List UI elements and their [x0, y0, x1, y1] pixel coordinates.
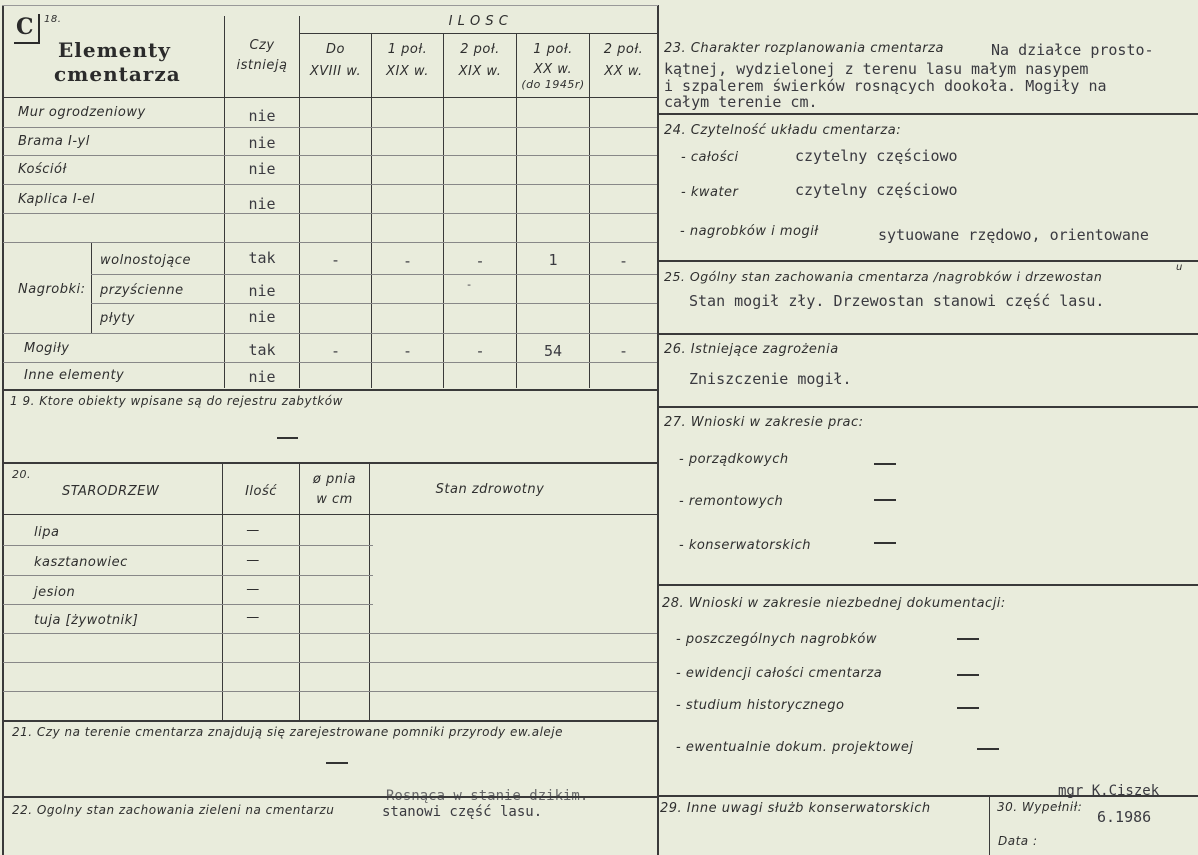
top-border	[2, 5, 658, 6]
period-1-a: Do	[326, 42, 345, 57]
nagrobki-count-przyscienne-3: -	[465, 278, 473, 291]
q26-answer: Zniszczenie mogił.	[689, 370, 852, 388]
tree-col-pnia-1: ø pnia	[312, 472, 357, 487]
tree-count-jesion: —	[246, 582, 260, 597]
q28-item-studium: - studium historycznego	[676, 698, 845, 713]
left-border	[2, 5, 4, 855]
q22-answer-2: stanowi część lasu.	[382, 804, 543, 820]
tree-name-kasztanowiec: kasztanowiec	[34, 555, 128, 570]
hline-r1	[3, 127, 657, 128]
center-divider	[657, 5, 659, 855]
q27-item-porzadkowych: - porządkowych	[679, 452, 789, 467]
vline-p2	[371, 34, 372, 388]
row-exists-kosciol: nie	[248, 160, 276, 178]
hline-r9	[3, 362, 657, 363]
hline-q20	[3, 462, 657, 464]
q30-date: 6.1986	[1097, 808, 1152, 826]
hline-q19	[3, 389, 657, 391]
mogily-exists: tak	[248, 341, 276, 359]
hline-r8	[3, 333, 657, 334]
mogily-label: Mogiły	[24, 341, 70, 356]
q27-dash-porzadkowych	[874, 463, 896, 465]
q27-item-konserwatorskich: - konserwatorskich	[679, 538, 811, 553]
elements-title-1: Elementy	[58, 38, 171, 62]
period-3-b: XIX w.	[458, 64, 502, 79]
vline-q30	[989, 796, 990, 855]
row-exists-brama: nie	[248, 134, 276, 152]
card-letter: C	[16, 14, 34, 40]
hline-t6	[3, 691, 657, 692]
tree-count-kasztanowiec: —	[246, 553, 260, 568]
tree-name-tuja: tuja [żywotnik]	[34, 613, 139, 628]
q22-answer-1: Rosnąca w stanie dzikim.	[386, 788, 589, 804]
tree-count-tuja: —	[246, 610, 260, 625]
ilosc-header: I L O S C	[448, 14, 509, 29]
q24-item-label-1: - całości	[681, 150, 739, 165]
q23-label: 23. Charakter rozplanowania cmentarza	[664, 41, 944, 56]
mogily-count-5: -	[618, 342, 629, 360]
starodrzew-header: STARODRZEW	[62, 484, 160, 499]
q20-number: 20.	[12, 468, 31, 481]
elements-title-2: cmentarza	[54, 62, 181, 86]
q27-dash-konserwatorskich	[874, 542, 896, 544]
hline-t1	[3, 545, 373, 546]
hline-q24	[658, 113, 1198, 115]
hline-tree-h	[3, 514, 657, 515]
mogily-count-2: -	[402, 342, 413, 360]
hline-r7	[91, 303, 657, 304]
tree-count-lipa: —	[246, 523, 260, 538]
nagrobki-label-przyscienne: przyścienne	[100, 283, 184, 298]
q19-label: 1 9. Ktore obiekty wpisane są do rejestru zabytków	[10, 394, 343, 408]
nagrobki-label: Nagrobki:	[18, 282, 86, 297]
col-exists-1: Czy	[249, 38, 275, 53]
vline-p3	[443, 34, 444, 388]
period-2-b: XIX w.	[386, 64, 429, 79]
hline-t3	[3, 604, 373, 605]
nagrobki-count-wolnostojace-1: -	[330, 251, 341, 269]
hline-r6	[91, 274, 657, 275]
mogily-count-3: -	[475, 342, 485, 360]
section-number: 18.	[44, 14, 62, 25]
hline-q21	[3, 720, 657, 722]
q24-item-label-3: - nagrobków i mogił	[680, 224, 819, 239]
period-2-a: 1 poł.	[387, 42, 428, 57]
vline-tree-stan	[369, 463, 370, 721]
period-3-a: 2 poł.	[460, 42, 500, 57]
q30-label: 30. Wypełnił:	[997, 800, 1083, 814]
tree-col-ilosc: Ilość	[245, 484, 277, 499]
tree-name-lipa: lipa	[34, 525, 60, 540]
vline-nagrobki	[91, 242, 92, 334]
q28-item-projektowej: - ewentualnie dokum. projektowej	[676, 740, 914, 755]
nagrobki-count-wolnostojace-4: 1	[548, 251, 558, 269]
q28-dash-ewidencji	[957, 674, 979, 676]
row-exists-kaplica: nie	[248, 195, 276, 213]
q23-answer-3: i szpalerem świerków rosnących dookoła. Mogiły na	[664, 77, 1107, 95]
period-5-a: 2 poł.	[603, 42, 644, 57]
q21-label: 21. Czy na terenie cmentarza znajdują się zarejestrowane pomniki przyrody ew.aleje	[12, 725, 564, 739]
q24-item-value-2: czytelny częściowo	[795, 181, 958, 199]
q28-label: 28. Wnioski w zakresie niezbednej dokumentacji:	[662, 596, 1006, 611]
nagrobki-exists-przyscienne: nie	[248, 282, 276, 300]
q23-answer-4: całym terenie cm.	[664, 93, 818, 111]
row-label-kaplica: Kaplica I-el	[18, 192, 95, 207]
q21-dash	[326, 762, 348, 764]
hline-q28	[658, 584, 1198, 586]
q28-dash-studium	[957, 707, 979, 709]
q30-date-label: Data :	[998, 834, 1038, 848]
row-label-mur: Mur ogrodzeniowy	[18, 105, 146, 120]
period-4-c: (do 1945r)	[521, 78, 585, 91]
hline-r5	[3, 242, 657, 243]
hline-t2	[3, 575, 373, 576]
q22-label: 22. Ogolny stan zachowania zieleni na cmentarzu	[12, 803, 335, 817]
period-4-a: 1 poł.	[533, 42, 573, 57]
hline-t4	[3, 633, 657, 634]
period-5-b: XX w.	[604, 64, 643, 79]
q25-answer: Stan mogił zły. Drzewostan stanowi część lasu.	[689, 292, 1105, 310]
q29-label: 29. Inne uwagi służb konserwatorskich	[660, 801, 931, 816]
nagrobki-count-wolnostojace-3: -	[475, 252, 485, 270]
hline-ilosc	[299, 33, 657, 34]
q27-dash-remontowych	[874, 499, 896, 501]
row-label-kosciol: Kościół	[18, 162, 67, 177]
q23-answer-1: Na działce prosto-	[991, 41, 1154, 59]
period-1-b: XVIII w.	[309, 64, 362, 79]
q19-dash	[277, 437, 298, 439]
inne-exists: nie	[248, 368, 276, 386]
q27-label: 27. Wnioski w zakresie prac:	[664, 415, 864, 430]
q25-label: 25. Ogólny stan zachowania cmentarza /nagrobków i drzewostan	[664, 269, 1103, 284]
col-exists-2: istnieją	[236, 58, 288, 73]
mogily-count-4: 54	[543, 342, 563, 360]
tree-col-pnia-2: w cm	[316, 492, 353, 507]
q27-item-remontowych: - remontowych	[679, 494, 784, 509]
q28-item-nagrobkow: - poszczególnych nagrobków	[676, 632, 877, 647]
hline-r4	[3, 213, 657, 214]
hline-t5	[3, 662, 657, 663]
nagrobki-count-wolnostojace-2: -	[402, 252, 413, 270]
period-4-b: XX w.	[533, 62, 573, 77]
hline-q26	[658, 333, 1198, 335]
hline-header	[3, 97, 657, 98]
row-label-brama: Brama I-yl	[18, 134, 90, 149]
nagrobki-exists-wolnostojace: tak	[248, 249, 276, 267]
q30-name: mgr K.Ciszek	[1058, 783, 1160, 799]
q26-label: 26. Istniejące zagrożenia	[664, 342, 839, 357]
vline-p5	[589, 34, 590, 388]
inne-label: Inne elementy	[24, 368, 125, 383]
q28-dash-nagrobkow	[957, 638, 979, 640]
row-exists-mur: nie	[248, 107, 276, 125]
nagrobki-label-wolnostojace: wolnostojące	[100, 253, 191, 268]
q24-item-value-3: sytuowane rzędowo, orientowane	[878, 226, 1149, 244]
hline-q27	[658, 406, 1198, 408]
q25-superscript: u	[1176, 262, 1183, 273]
mogily-count-1: -	[330, 342, 341, 360]
hline-r2	[3, 155, 657, 156]
nagrobki-label-plyty: płyty	[100, 311, 135, 326]
tree-name-jesion: jesion	[34, 585, 76, 600]
nagrobki-exists-plyty: nie	[248, 308, 276, 326]
q24-item-value-1: czytelny częściowo	[795, 147, 958, 165]
tree-col-stan: Stan zdrowotny	[435, 482, 545, 497]
q28-item-ewidencji: - ewidencji całości cmentarza	[676, 666, 883, 681]
nagrobki-count-wolnostojace-5: -	[618, 252, 629, 270]
q28-dash-projektowej	[977, 748, 999, 750]
hline-r3	[3, 184, 657, 185]
q24-label: 24. Czytelność układu cmentarza:	[664, 123, 902, 138]
q23-answer-2: kątnej, wydzielonej z terenu lasu małym nasypem	[664, 60, 1089, 78]
hline-q25	[658, 260, 1198, 262]
q24-item-label-2: - kwater	[681, 185, 739, 200]
